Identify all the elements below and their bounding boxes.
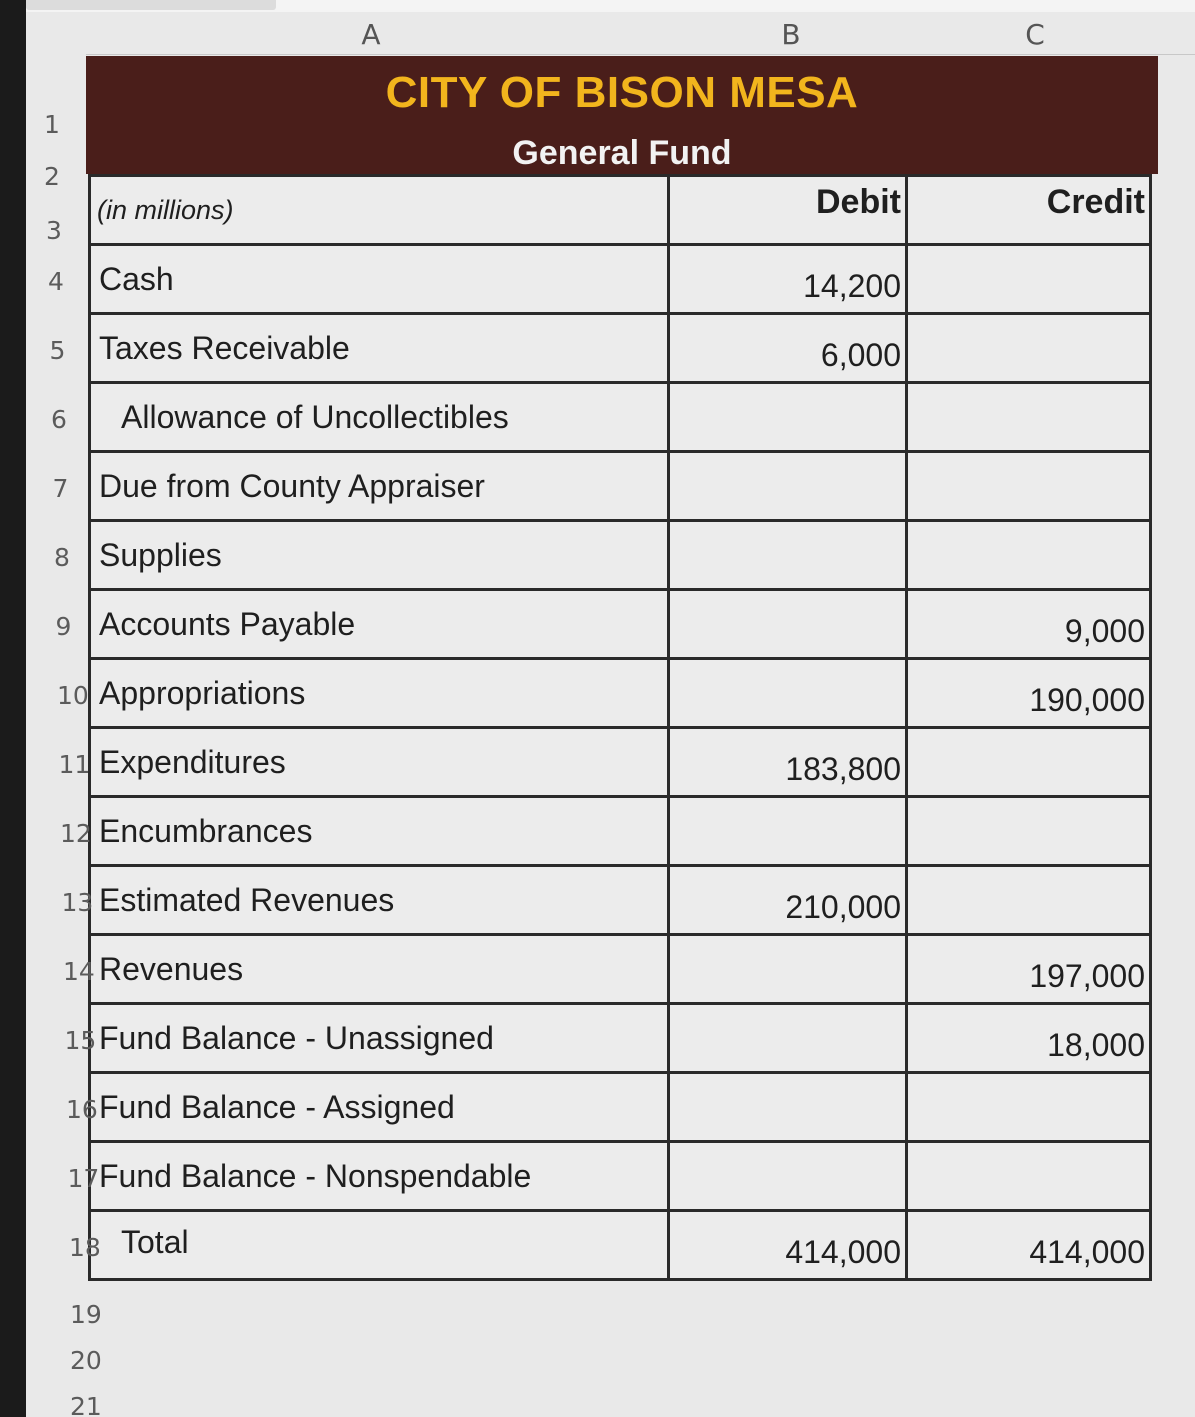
row-number[interactable]: 7 [52, 474, 69, 503]
row-number[interactable]: 11 [58, 750, 91, 779]
row-number[interactable]: 16 [66, 1095, 98, 1124]
row-number-3[interactable]: 3 [46, 216, 62, 245]
toolbar-tab[interactable] [26, 0, 276, 10]
debit-cell[interactable]: 6,000 [667, 312, 908, 384]
credit-cell[interactable] [905, 450, 1152, 522]
row-number[interactable]: 12 [60, 819, 92, 848]
table-row [88, 1209, 1149, 1278]
column-header-divider [86, 54, 1195, 55]
account-cell[interactable]: Fund Balance - Assigned [88, 1071, 670, 1143]
credit-cell[interactable] [905, 243, 1152, 315]
account-cell[interactable]: Taxes Receivable [88, 312, 670, 384]
debit-cell[interactable] [667, 1002, 908, 1074]
table-row [88, 588, 1149, 657]
row-number-21[interactable]: 21 [70, 1392, 102, 1417]
debit-cell[interactable]: 14,200 [667, 243, 908, 315]
credit-cell[interactable] [905, 726, 1152, 798]
table-row [88, 450, 1149, 519]
account-cell[interactable]: Allowance of Uncollectibles [88, 381, 670, 453]
row-number[interactable]: 6 [51, 405, 67, 434]
account-cell[interactable]: Encumbrances [88, 795, 670, 867]
table-row [88, 1140, 1149, 1209]
row-number[interactable]: 9 [55, 612, 72, 641]
account-cell[interactable]: Total [88, 1209, 670, 1281]
account-cell[interactable]: Fund Balance - Nonspendable [88, 1140, 670, 1212]
account-cell[interactable]: Expenditures [88, 726, 670, 798]
row-number[interactable]: 10 [57, 681, 89, 710]
title-banner [86, 56, 1158, 174]
debit-cell[interactable] [667, 519, 908, 591]
spreadsheet-screen [26, 0, 1195, 1417]
credit-cell[interactable] [905, 1071, 1152, 1143]
credit-cell[interactable] [905, 312, 1152, 384]
account-cell[interactable]: Due from County Appraiser [88, 450, 670, 522]
credit-cell[interactable] [905, 795, 1152, 867]
credit-header[interactable]: Credit [905, 174, 1152, 246]
credit-cell[interactable]: 18,000 [905, 1002, 1152, 1074]
table-row [88, 243, 1149, 312]
row-number[interactable]: 18 [69, 1233, 101, 1262]
debit-cell[interactable] [667, 450, 908, 522]
table-row [88, 933, 1149, 1002]
table-row [88, 864, 1149, 933]
page-subtitle: General Fund [512, 134, 732, 172]
credit-cell[interactable] [905, 1140, 1152, 1212]
units-label[interactable]: (in millions) [88, 174, 670, 246]
debit-cell[interactable] [667, 381, 908, 453]
table-row [88, 795, 1149, 864]
credit-cell[interactable]: 190,000 [905, 657, 1152, 729]
account-cell[interactable]: Estimated Revenues [88, 864, 670, 936]
credit-cell[interactable] [905, 864, 1152, 936]
account-cell[interactable]: Supplies [88, 519, 670, 591]
debit-cell[interactable]: 210,000 [667, 864, 908, 936]
account-cell[interactable]: Revenues [88, 933, 670, 1005]
row-number[interactable]: 15 [64, 1026, 97, 1055]
credit-cell[interactable] [905, 519, 1152, 591]
debit-header[interactable]: Debit [667, 174, 908, 246]
debit-cell[interactable] [667, 1140, 908, 1212]
debit-cell[interactable] [667, 1071, 908, 1143]
account-cell[interactable]: Appropriations [88, 657, 670, 729]
row-number[interactable]: 8 [54, 543, 70, 572]
debit-cell[interactable] [667, 588, 908, 660]
debit-cell[interactable] [667, 795, 908, 867]
row-number-19[interactable]: 19 [70, 1300, 102, 1329]
debit-cell[interactable] [667, 657, 908, 729]
table-header-row [88, 174, 1149, 243]
credit-cell[interactable]: 9,000 [905, 588, 1152, 660]
credit-cell[interactable]: 197,000 [905, 933, 1152, 1005]
account-cell[interactable]: Cash [88, 243, 670, 315]
credit-cell[interactable] [905, 381, 1152, 453]
column-header-c[interactable]: C [1025, 17, 1045, 51]
row-number-1[interactable]: 1 [44, 110, 60, 139]
row-number-2[interactable]: 2 [44, 162, 60, 191]
account-cell[interactable]: Fund Balance - Unassigned [88, 1002, 670, 1074]
page-title: CITY OF BISON MESA [385, 68, 859, 117]
account-cell[interactable]: Accounts Payable [88, 588, 670, 660]
debit-cell[interactable]: 183,800 [667, 726, 908, 798]
toolbar-strip [26, 0, 1195, 12]
column-header-b[interactable]: B [781, 17, 801, 51]
row-number[interactable]: 4 [48, 267, 64, 296]
row-number-20[interactable]: 20 [70, 1346, 102, 1375]
table-row [88, 657, 1149, 726]
debit-cell[interactable]: 414,000 [667, 1209, 908, 1281]
table-row [88, 519, 1149, 588]
credit-cell[interactable]: 414,000 [905, 1209, 1152, 1281]
table-row [88, 1002, 1149, 1071]
table-row [88, 312, 1149, 381]
table-row [88, 726, 1149, 795]
table-row [88, 1071, 1149, 1140]
row-number[interactable]: 17 [67, 1164, 100, 1193]
row-number[interactable]: 14 [63, 957, 95, 986]
debit-cell[interactable] [667, 933, 908, 1005]
row-number[interactable]: 5 [49, 336, 66, 365]
row-number[interactable]: 13 [61, 888, 94, 917]
column-header-a[interactable]: A [361, 17, 381, 51]
table-row [88, 381, 1149, 450]
